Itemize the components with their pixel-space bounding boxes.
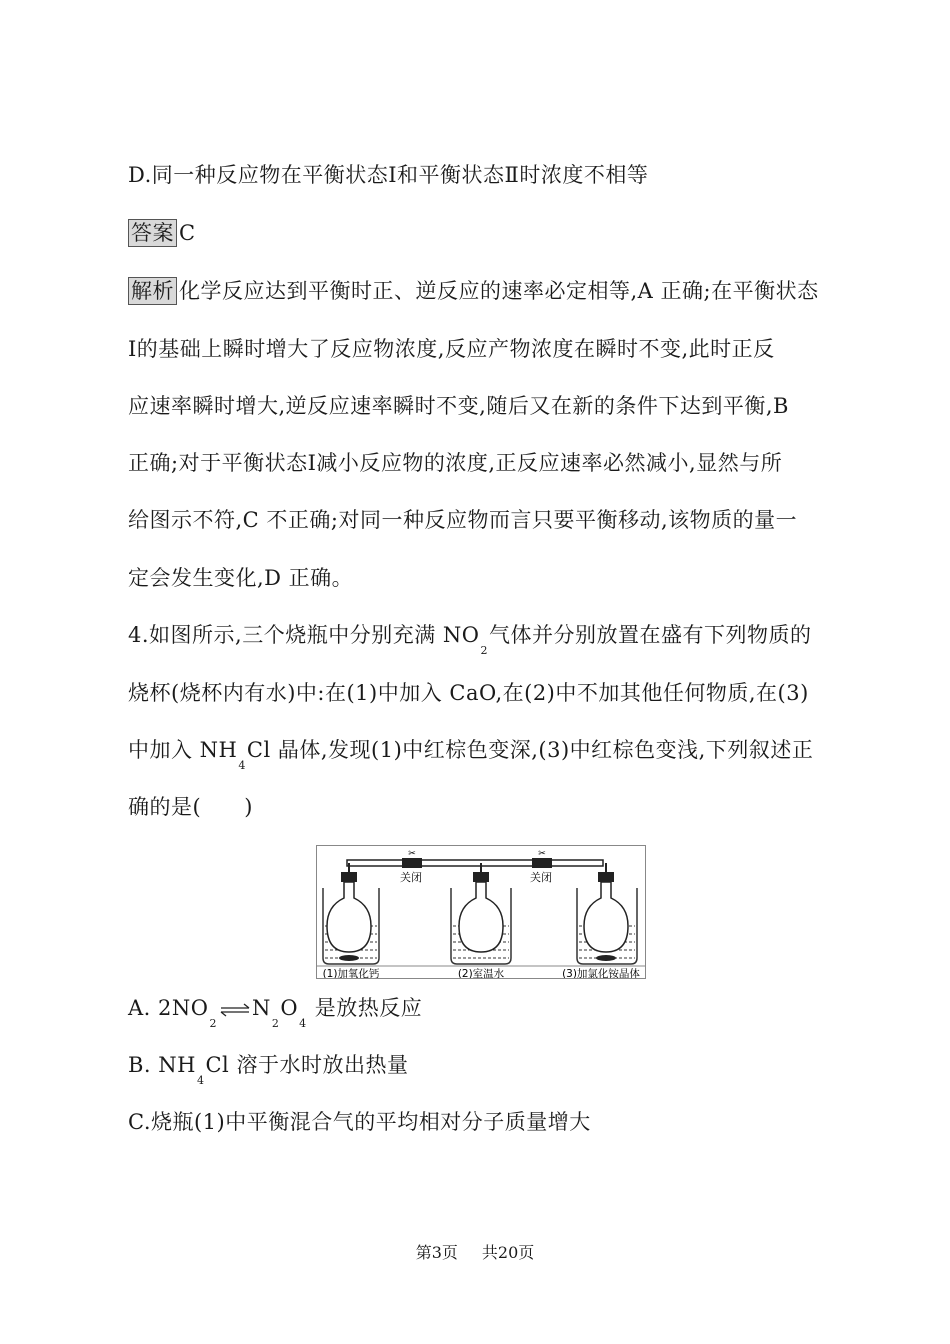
question-text: Cl 晶体,发现(1)中红棕色变深,(3)中红棕色变浅,下列叙述正 bbox=[246, 738, 814, 762]
option-c: C.烧瓶(1)中平衡混合气的平均相对分子质量增大 bbox=[128, 1110, 591, 1134]
beaker-1 bbox=[323, 863, 379, 964]
beaker-3 bbox=[577, 863, 637, 964]
subscript: 2 bbox=[209, 1017, 217, 1030]
clamp-right bbox=[532, 858, 552, 868]
question-line-3 bbox=[128, 735, 814, 772]
equilibrium-arrow-icon bbox=[220, 1003, 250, 1017]
option-a-text: 是放热反应 bbox=[307, 996, 423, 1020]
analysis-line-6: 定会发生变化,D 正确。 bbox=[128, 566, 354, 590]
caption-3: (3)加氯化铵晶体 bbox=[562, 968, 640, 978]
analysis-line-3: 应速率瞬时增大,逆反应速率瞬时不变,随后又在新的条件下达到平衡,B bbox=[128, 394, 789, 418]
analysis-line-1 bbox=[128, 276, 819, 306]
subscript: 4 bbox=[299, 1017, 307, 1030]
option-a bbox=[128, 993, 423, 1030]
clamp-left-icon: ✂ bbox=[408, 849, 416, 859]
analysis-text-1: 化学反应达到平衡时正、逆反应的速率必定相等,A 正确;在平衡状态 bbox=[179, 279, 819, 303]
answer-value: C bbox=[179, 221, 196, 245]
question-line-1 bbox=[128, 620, 812, 657]
question-text: 气体并分别放置在盛有下列物质的 bbox=[488, 623, 812, 647]
analysis-line-2: Ⅰ的基础上瞬时增大了反应物浓度,反应产物浓度在瞬时不变,此时正反 bbox=[128, 337, 775, 361]
question-text: 4.如图所示,三个烧瓶中分别充满 NO bbox=[128, 623, 480, 647]
answer-line bbox=[128, 218, 196, 248]
subscript: 2 bbox=[271, 1017, 280, 1030]
question-line-2: 烧杯(烧杯内有水)中:在(1)中加入 CaO,在(2)中不加其他任何物质,在(3) bbox=[128, 681, 809, 705]
caption-1: (1)加氧化钙 bbox=[322, 968, 380, 978]
page-footer bbox=[0, 1240, 950, 1263]
option-a-text: A. 2NO bbox=[128, 996, 209, 1020]
flask-apparatus-diagram bbox=[317, 846, 645, 978]
clamp-left bbox=[402, 858, 422, 868]
option-b-text: B. NH bbox=[128, 1053, 196, 1077]
connecting-tube bbox=[347, 860, 603, 866]
clamp-right-icon: ✂ bbox=[538, 849, 546, 859]
beaker-2 bbox=[451, 863, 511, 964]
answer-tag: 答案 bbox=[128, 219, 177, 247]
option-b bbox=[128, 1050, 409, 1087]
option-a-text: O bbox=[280, 996, 299, 1020]
analysis-tag: 解析 bbox=[128, 277, 177, 305]
page-number: 第3页 bbox=[415, 1243, 458, 1262]
subscript: 4 bbox=[196, 1074, 205, 1087]
analysis-line-4: 正确;对于平衡状态Ⅰ减小反应物的浓度,正反应速率必然减小,显然与所 bbox=[128, 451, 783, 475]
question-text: 中加入 NH bbox=[128, 738, 238, 762]
page-total: 共20页 bbox=[481, 1243, 535, 1262]
apparatus-figure bbox=[316, 845, 646, 979]
caption-2: (2)室温水 bbox=[457, 968, 505, 978]
analysis-line-5: 给图示不符,C 不正确;对同一种反应物而言只要平衡移动,该物质的量一 bbox=[128, 508, 798, 532]
valve-right-label: 关闭 bbox=[530, 871, 552, 884]
option-d-previous: D.同一种反应物在平衡状态Ⅰ和平衡状态Ⅱ时浓度不相等 bbox=[128, 163, 649, 187]
option-a-text: N bbox=[251, 996, 271, 1020]
subscript: 4 bbox=[238, 759, 246, 772]
subscript: 2 bbox=[480, 644, 488, 657]
option-b-text: Cl 溶于水时放出热量 bbox=[205, 1053, 409, 1077]
valve-left-label: 关闭 bbox=[400, 871, 422, 884]
question-line-4: 确的是( ) bbox=[128, 795, 253, 819]
